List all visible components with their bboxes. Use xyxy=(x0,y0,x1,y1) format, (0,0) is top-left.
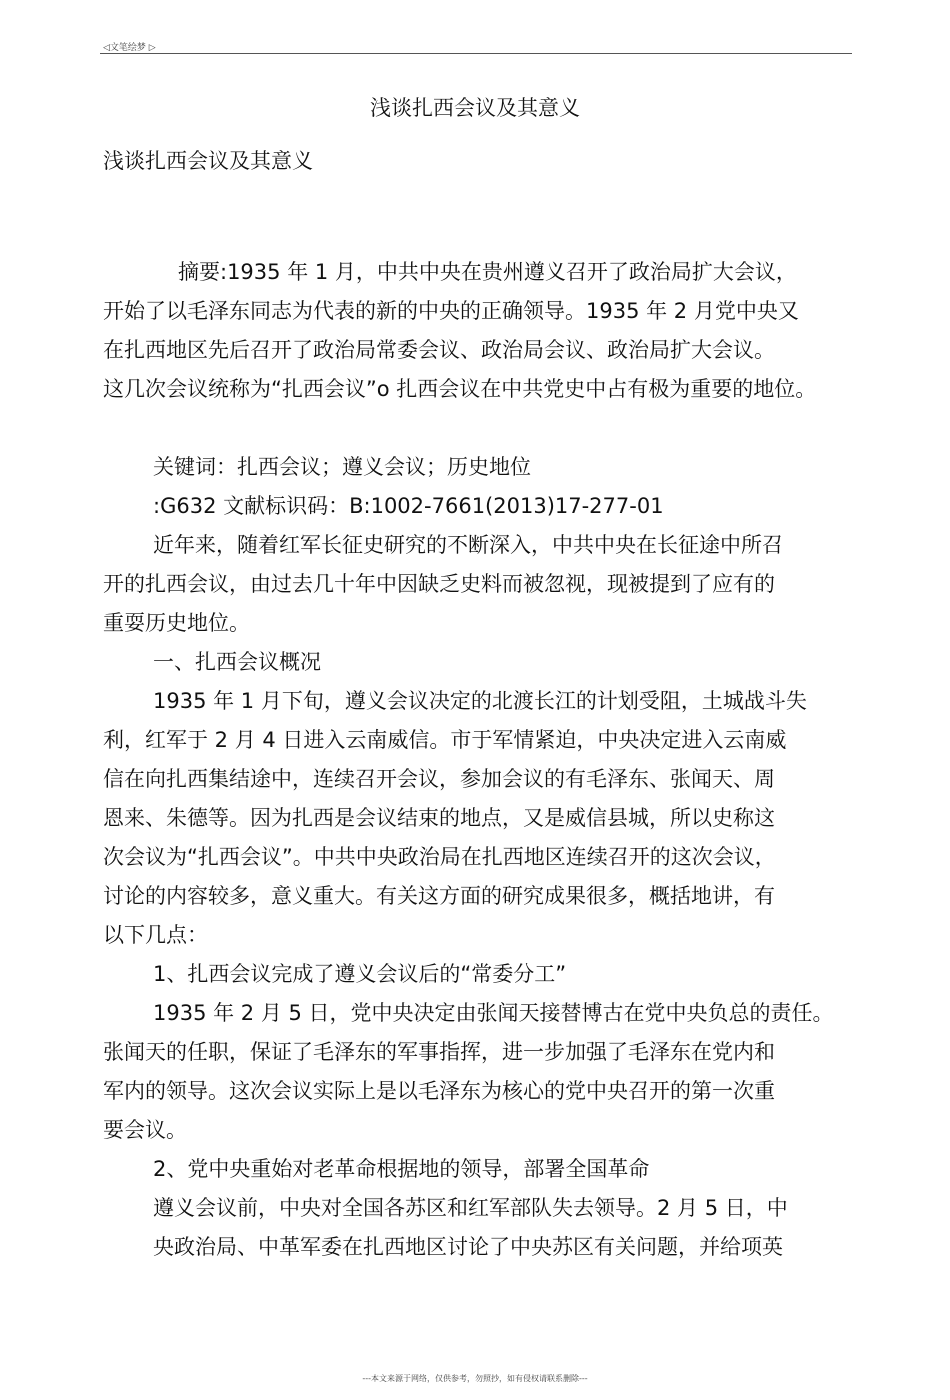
point-heading: 2、党中央重始对老革命根据地的领导，部署全国革命 xyxy=(153,1157,650,1181)
keywords-line: 关键词：扎西会议；遵义会议；历史地位 xyxy=(153,455,531,479)
section1-line: 利，红军于 2 月 4 日进入云南威信。市于军情紧迫，中央决定进入云南威 xyxy=(103,728,787,752)
abstract-line: 在扎西地区先后召开了政治局常委会议、政治局会议、政治局扩大会议。 xyxy=(103,338,775,362)
point1-line: 要会议。 xyxy=(103,1118,187,1142)
section1-line: 1935 年 1 月下旬，遵义会议决定的北渡长江的计划受阻，土城战斗失 xyxy=(153,689,807,713)
intro-line: 近年来，随着红军长征史研究的不断深入，中共中央在长征途中所召 xyxy=(153,533,783,557)
intro-line: 重耍历史地位。 xyxy=(103,611,250,635)
intro-line: 开的扎西会议，由过去几十年中因缺乏史料而被忽视，现被提到了应有的 xyxy=(103,572,775,596)
point-heading: 1、扎西会议完成了遵义会议后的“常委分工” xyxy=(153,962,567,986)
abstract-line: 开始了以毛泽东同志为代表的新的中央的正确领导。1935 年 2 月党中央又 xyxy=(103,299,799,323)
point1-line: 军内的领导。这次会议实际上是以毛泽东为核心的党中央召开的第一次重 xyxy=(103,1079,775,1103)
section-heading: 一、扎西会议概况 xyxy=(153,650,321,674)
document-subtitle: 浅谈扎西会议及其意义 xyxy=(103,149,313,173)
point1-line: 张闻天的任职，保证了毛泽东的军事指挥，进一步加强了毛泽东在党内和 xyxy=(103,1040,775,1064)
section1-line: 以下几点： xyxy=(103,923,208,947)
classification-line: :G632 文献标识码：B:1002-7661(2013)17-277-01 xyxy=(153,494,664,518)
header-mark: ◁文笔绘梦 ▷ xyxy=(103,43,156,53)
header-rule xyxy=(100,53,852,54)
section1-line: 恩来、朱德等。因为扎西是会议结束的地点，又是威信县城，所以史称这 xyxy=(103,806,775,830)
point1-line: 1935 年 2 月 5 日，党中央决定由张闻天接替博古在党中央负总的责任。 xyxy=(153,1001,834,1025)
footer-note: ---本文来源于网络，仅供参考，勿照抄，如有侵权请联系删除--- xyxy=(362,1374,588,1383)
abstract-line: 这几次会议统称为“扎西会议”o 扎西会议在中共党史中占有极为重要的地位。 xyxy=(103,377,817,401)
section1-line: 讨论的内容较多，意义重大。有关这方面的研究成果很多，概括地讲，有 xyxy=(103,884,775,908)
section1-line: 次会议为“扎西会议”。中共中央政治局在扎西地区连续召开的这次会议， xyxy=(103,845,776,869)
section1-line: 信在向扎西集结途中，连续召开会议，参加会议的有毛泽东、张闻天、周 xyxy=(103,767,775,791)
abstract-line: 摘要:1935 年 1 月，中共中央在贵州遵义召开了政治局扩大会议， xyxy=(178,260,797,284)
point2-line: 遵义会议前，中央对全国各苏区和红军部队失去领导。2 月 5 日，中 xyxy=(153,1196,788,1220)
document-title: 浅谈扎西会议及其意义 xyxy=(370,96,580,120)
point2-line: 央政治局、中革军委在扎西地区讨论了中央苏区有关问题，并给项英 xyxy=(153,1235,783,1259)
